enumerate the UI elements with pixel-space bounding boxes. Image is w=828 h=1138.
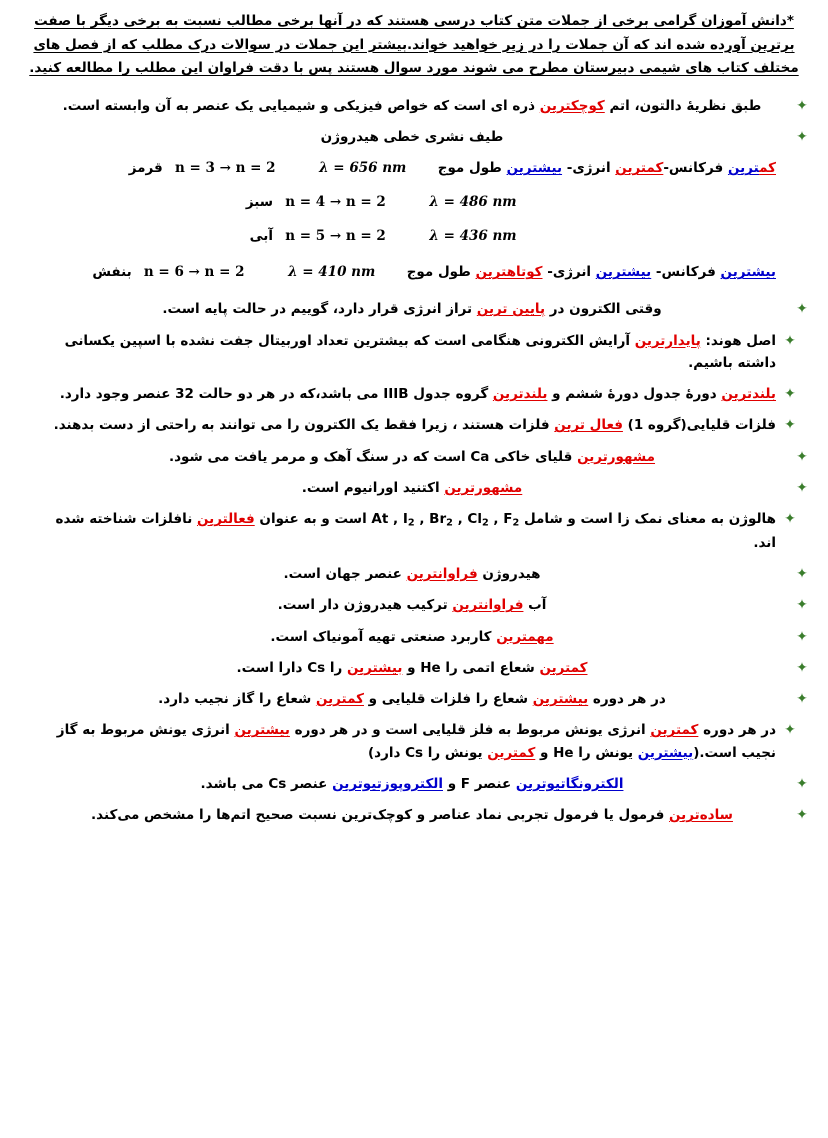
statement-most-abundant-compound-seg-2: ترکیب هیدروژن دار است. (277, 597, 453, 614)
statement-electronegativity-seg-2: الکتروپوزتیوترین (332, 775, 443, 792)
statement-period-radius-trend-seg-3: کمترین (315, 691, 364, 708)
statement-famous-actinide-seg-0: مشهورترین (444, 480, 523, 496)
bullet-marker-icon: ✦ (796, 659, 808, 676)
statement-electronegativity-seg-1: عنصر F و (443, 775, 516, 792)
statement-hund-rule-seg-2: آرایش الکترونی هنگامی است که بیشترین تعداد اوربیتال جفت نشده با اسپین یکسانی داشته باشیم. (64, 332, 776, 371)
statement-famous-alkaline-earth-seg-0: مشهورترین (577, 448, 656, 465)
intro-paragraph (28, 10, 800, 81)
spectrum-label-red-line-seg-6: طول موج (437, 160, 507, 177)
statement-text-electronegativity (36, 773, 788, 795)
statement-electronegativity (0, 773, 828, 795)
spectrum-color-name-blue-line: آبی (249, 228, 273, 245)
bullet-marker-icon: ✦ (796, 691, 808, 708)
spectrum-color-name-green-line: سبز (245, 194, 273, 211)
spectrum-transition-blue-line: n = 5 → n = 2 (285, 228, 386, 245)
statement-most-abundant-element-seg-2: عنصر جهان است. (283, 565, 407, 582)
statement-ground-state (0, 298, 828, 320)
statement-alkali-most-active-seg-0: فلزات قلیایی(گروه 1) (622, 417, 776, 434)
bullet-marker-icon: ✦ (784, 332, 796, 349)
statement-alkali-most-active (0, 414, 828, 436)
spectrum-label-violet-line (407, 264, 798, 280)
statement-electronegativity-seg-3: عنصر Cs می باشد. (200, 775, 333, 792)
spectrum-label-violet-line-seg-2: بیشترین (595, 264, 652, 281)
spectrum-label-violet-line-seg-0: بیشترین (720, 264, 776, 281)
statement-text-ionization-energy-trend (36, 719, 776, 764)
statement-halogens-seg-6: , F (488, 511, 513, 528)
statement-period-radius-trend (0, 688, 828, 710)
statement-halogens (0, 508, 828, 554)
statement-period-radius-trend-seg-0: در هر دوره (588, 691, 666, 708)
spectrum-label-red-line-seg-3: کمترین (615, 160, 664, 177)
spectrum-row-blue-line (30, 228, 798, 244)
statement-longest-period-group-seg-0: بلندترین (721, 386, 776, 403)
spectrum-transition-red-line: n = 3 → n = 2 (174, 160, 276, 177)
statement-atomic-radius (0, 657, 828, 679)
bullet-marker-icon: ✦ (784, 386, 796, 403)
intro-line-2: برترین آورده شده اند که آن جملات را در زیر خواهید خواند.بیشتر این جملات در سوالات درک مطلب که از فصل های (33, 36, 795, 53)
statement-atomic-radius-seg-0: کمترین (539, 659, 588, 676)
statement-most-abundant-compound (0, 594, 828, 616)
statement-text-longest-period-group (36, 383, 776, 405)
bullet-marker-icon: ✦ (796, 97, 808, 114)
spectrum-transition-green-line: n = 4 → n = 2 (285, 194, 386, 211)
statement-period-radius-trend-seg-2: شعاع را فلزات قلیایی و (363, 691, 533, 708)
spectrum-color-name-red-line: قرمز (128, 160, 163, 177)
statement-empirical-formula-seg-0: ساده‌ترین (669, 807, 733, 824)
spectrum-row-violet-line (30, 264, 798, 280)
bullet-marker-icon: ✦ (796, 628, 808, 645)
statement-ground-state-seg-1: پایین ترین (476, 301, 546, 318)
bullet-marker-icon: ✦ (784, 417, 796, 434)
statement-ionization-energy-trend-seg-1: کمترین (650, 722, 699, 739)
statement-text-hydrogen-spectrum (36, 126, 788, 148)
statement-ground-state-seg-2: تراز انرژی قرار دارد، گوییم در حالت پایه است. (162, 301, 477, 318)
statement-dalton-atom-seg-2: ذره ای است که خواص فیزیکی و شیمیایی یک عنصر به آن وابسته است. (62, 97, 540, 114)
bullet-marker-icon: ✦ (796, 775, 808, 792)
statement-text-atomic-radius (36, 657, 788, 679)
statement-atomic-radius-seg-3: را Cs دارا است. (236, 659, 347, 676)
spectrum-color-name-violet-line: بنفش (92, 264, 132, 281)
spectrum-row-red-line (30, 160, 798, 176)
statement-longest-period-group-seg-2: بلندترین (492, 386, 548, 403)
statement-dalton-atom (0, 95, 828, 117)
statement-text-famous-actinide (36, 477, 788, 499)
statement-ionization-energy-trend-seg-5: بیشترین (637, 744, 694, 761)
statement-most-abundant-element (0, 563, 828, 585)
statement-ionization-energy-trend-seg-3: بیشترین (234, 722, 290, 739)
statement-ionization-energy-trend-seg-8: یونش را Cs دارد) (368, 744, 488, 761)
statement-ionization-energy-trend (0, 719, 828, 764)
statement-text-most-abundant-element (36, 563, 788, 585)
spectrum-transition-violet-line: n = 6 → n = 2 (143, 264, 245, 281)
statement-most-abundant-element-seg-0: هیدروژن (477, 565, 541, 582)
spectrum-wavelength-violet-line: λ = 410 nm (288, 264, 376, 281)
statement-halogens-seg-5: 2 (481, 517, 489, 529)
spectrum-label-violet-line-seg-1: فرکانس- (651, 264, 721, 281)
spectrum-wavelength-red-line: λ = 656 nm (319, 160, 407, 177)
statement-famous-actinide-seg-1: اکتنید اورانیوم است. (301, 480, 445, 496)
statement-ground-state-seg-0: وقتی الکترون در (545, 301, 662, 318)
statement-most-abundant-element-seg-1: فراوانترین (406, 565, 478, 582)
statement-halogens-seg-7: 2 (512, 517, 520, 529)
statement-hund-rule (0, 330, 828, 375)
statement-hydrogen-spectrum (0, 126, 828, 148)
bullet-marker-icon: ✦ (784, 511, 796, 528)
statement-halogens-seg-4: , Cl (452, 511, 482, 528)
spectrum-label-red-line (438, 160, 798, 176)
statement-text-halogens (36, 508, 776, 554)
bullet-list-top (0, 95, 828, 149)
spectrum-label-red-line-seg-5: بیشترین (506, 160, 563, 177)
statement-halogens-seg-1: 2 (407, 517, 415, 529)
statement-period-radius-trend-seg-4: شعاع را گاز نجیب دارد. (158, 691, 316, 708)
statement-dalton-atom-seg-0: طبق نظریهٔ دالتون، اتم (604, 97, 762, 114)
statement-ionization-energy-trend-seg-6: یونش را He و (535, 744, 638, 761)
statement-halogens-seg-9: فعالترین (196, 511, 255, 528)
statement-ionization-energy-trend-seg-7: کمترین (487, 744, 536, 761)
statement-text-famous-alkaline-earth (36, 446, 788, 468)
spectrum-label-red-line-seg-1: ترین (727, 160, 760, 177)
statement-atomic-radius-seg-2: بیشترین (346, 659, 403, 676)
statement-atomic-radius-seg-1: شعاع اتمی را He و (402, 659, 540, 676)
statement-ionization-energy-trend-seg-0: در هر دوره (698, 722, 776, 739)
statement-halogens-seg-8: است و به عنوان (254, 511, 372, 528)
statement-halogens-seg-3: 2 (446, 517, 453, 529)
statement-most-abundant-compound-seg-1: فراوانترین (452, 597, 524, 614)
bullet-marker-icon: ✦ (796, 301, 808, 318)
statement-hydrogen-spectrum-seg-0: طیف نشری خطی هیدروژن (320, 129, 504, 146)
statement-longest-period-group-seg-3: گروه جدول IIIB می باشد،که در هر دو حالت 32 عنصر وجود دارد. (59, 386, 493, 403)
statement-text-most-abundant-compound (36, 594, 788, 616)
bullet-marker-icon: ✦ (784, 722, 796, 739)
statement-longest-period-group (0, 383, 828, 405)
statement-text-ground-state (36, 298, 788, 320)
spectrum-label-red-line-seg-2: فرکانس- (663, 160, 728, 177)
statement-ammonia-use-seg-0: مهمترین (496, 628, 554, 645)
statement-empirical-formula (0, 804, 828, 826)
bullet-marker-icon: ✦ (796, 597, 808, 614)
spectrum-wavelength-green-line: λ = 486 nm (429, 194, 517, 211)
statement-halogens-seg-10: نافلزات شناخته شده اند. (55, 511, 776, 551)
statement-text-period-radius-trend (36, 688, 788, 710)
document-page (0, 10, 828, 1138)
statement-halogens-seg-2: , Br (414, 511, 447, 528)
bullet-marker-icon: ✦ (796, 565, 808, 582)
statement-text-alkali-most-active (36, 414, 776, 436)
statement-text-hund-rule (36, 330, 776, 375)
statement-alkali-most-active-seg-1: فعال ترین (554, 417, 623, 434)
statement-text-dalton-atom (36, 95, 788, 117)
statement-electronegativity-seg-0: الکترونگاتیوترین (515, 775, 624, 792)
hydrogen-spectrum-table (0, 160, 828, 280)
intro-line-3: مختلف کتاب های شیمی دبیرستان مطرح می شوند مورد سوال هستند پس با دقت فراوان این مطلب را مطالعه کنید. (29, 60, 799, 77)
statement-period-radius-trend-seg-1: بیشترین (532, 691, 589, 708)
intro-line-1: *دانش آموزان گرامی برخی از جملات متن کتاب درسی هستند که در آنها برخی مطالب نسبت به برخی دیگر با صفت (34, 13, 794, 29)
spectrum-row-green-line (30, 194, 798, 210)
statement-ammonia-use-seg-1: کاربرد صنعتی تهیه آمونیاک است. (270, 628, 497, 645)
statement-ionization-energy-trend-seg-4: انرژی یونش مربوط به گاز نجیب است.( (56, 722, 776, 761)
bullet-list-main (0, 298, 828, 826)
bullet-marker-icon: ✦ (796, 807, 808, 824)
spectrum-label-violet-line-seg-5: طول موج (406, 264, 476, 281)
statement-longest-period-group-seg-1: دورهٔ جدول دورهٔ ششم و (547, 386, 722, 403)
spectrum-wavelength-blue-line: λ = 436 nm (429, 228, 517, 245)
statement-most-abundant-compound-seg-0: آب (523, 597, 547, 614)
bullet-marker-icon: ✦ (796, 129, 808, 146)
statement-empirical-formula-seg-1: فرمول یا فرمول تجربی نماد عناصر و کوچک‌ترین نسبت صحیح اتم‌ها را مشخص می‌کند. (91, 807, 670, 824)
spectrum-label-violet-line-seg-3: انرژی- (542, 264, 596, 281)
statement-alkali-most-active-seg-2: فلزات هستند ، زیرا فقط یک الکترون را می توانند به راحتی از دست بدهند. (53, 417, 555, 434)
statement-famous-alkaline-earth (0, 446, 828, 468)
bullet-marker-icon: ✦ (796, 448, 808, 465)
bullet-marker-icon: ✦ (796, 480, 808, 496)
statement-hund-rule-seg-1: پایدارترین (634, 332, 701, 349)
statement-famous-actinide (0, 477, 828, 499)
spectrum-label-red-line-seg-0: کم (759, 160, 776, 177)
statement-ammonia-use (0, 626, 828, 648)
statement-halogens-seg-0: هالوژن به معنای نمک زا است و شامل At , I (371, 511, 776, 528)
statement-hund-rule-seg-0: اصل هوند: (700, 332, 776, 349)
statement-text-ammonia-use (36, 626, 788, 648)
statement-text-empirical-formula (36, 804, 788, 826)
statement-ionization-energy-trend-seg-2: انرژی یونش مربوط به فلز قلیایی است و در هر دوره (289, 722, 651, 739)
spectrum-label-red-line-seg-4: انرژی- (562, 160, 616, 177)
statement-dalton-atom-seg-1: کوچکترین (539, 97, 605, 114)
statement-famous-alkaline-earth-seg-1: قلیای خاکی Ca است که در سنگ آهک و مرمر یافت می شود. (168, 448, 578, 465)
spectrum-label-violet-line-seg-4: کوتاهترین (475, 264, 543, 281)
